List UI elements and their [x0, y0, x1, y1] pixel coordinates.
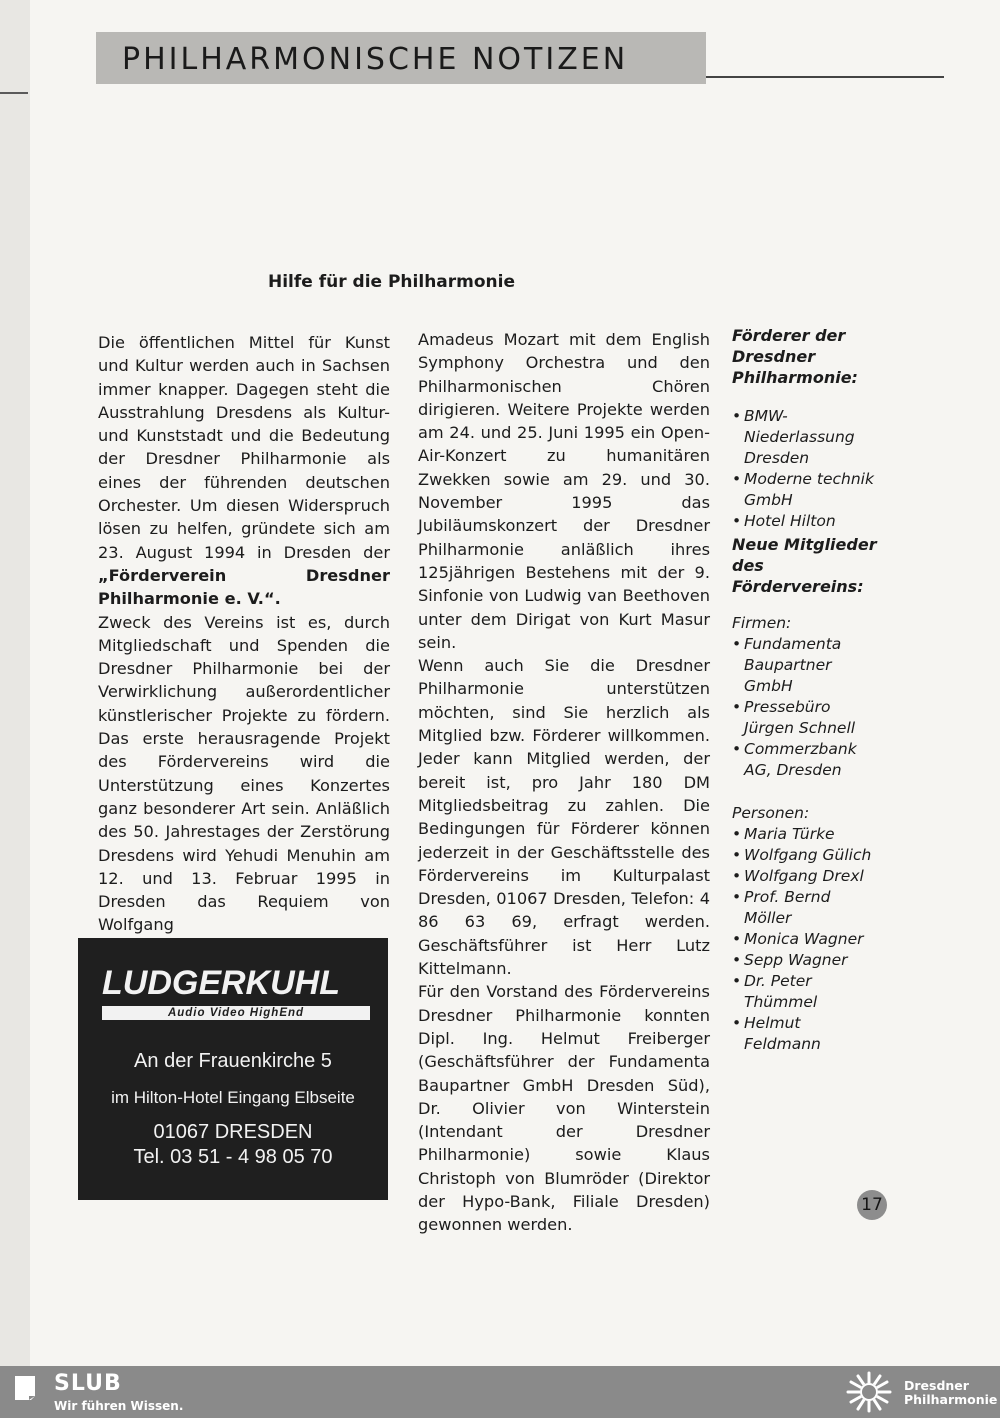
list-item: • Wolfgang Gülich [732, 845, 882, 866]
article-column-1 [98, 331, 390, 937]
page-number: 17 [857, 1190, 887, 1220]
header-rule [706, 76, 944, 78]
ad-tagline: Audio Video HighEnd [102, 1006, 370, 1020]
slub-logo-icon [11, 1374, 37, 1400]
list-item: • Helmut Feldmann [732, 1013, 882, 1055]
list-item: • Prof. Bernd Möller [732, 887, 882, 929]
article-title: Hilfe für die Philharmonie [268, 272, 515, 292]
ad-phone: Tel. 03 51 - 4 98 05 70 [133, 1146, 333, 1168]
ad-brand-logo: LUDGERKUHL [102, 964, 340, 1002]
list-item: • BMW-Niederlassung Dresden [732, 406, 882, 469]
article-text: Die öffentlichen Mittel für Kunst und Kultur werden auch in Sachsen immer knapper. Dagegen steht die Ausstrahlung Dresdens als Kultur- und Kunststadt und die Bedeutung der Dresdner Philharmonie als eines der führenden deutschen Orchester. Um diesen Widerspruch lösen zu helfen, gründete sich am 23. August 1994 in Dresden der [98, 333, 390, 562]
footer-bar [0, 1366, 1000, 1418]
ad-location: im Hilton-Hotel Eingang Elbseite [111, 1088, 355, 1107]
list-item: • Maria Türke [732, 824, 882, 845]
list-item: • Sepp Wagner [732, 950, 882, 971]
list-item: • Commerzbank AG, Dresden [732, 739, 882, 781]
ad-city: 01067 DRESDEN [153, 1121, 313, 1143]
list-item: • Moderne technik GmbH [732, 469, 882, 511]
previous-page-edge [0, 0, 30, 1366]
persons-list [732, 824, 882, 1055]
page-header-title: PHILHARMONISCHE NOTIZEN [122, 42, 629, 77]
list-item: • Monica Wagner [732, 929, 882, 950]
previous-page-rule [0, 92, 28, 94]
article-paragraph: Amadeus Mozart mit dem English Symphony Orchestra und den Philharmonischen Chören dirigieren. Weitere Projekte werden am 24. und 25. Juni 1995 ein Open-Air-Konzert zu humanitären Zwekken sowie am 29. und 30. November 1995 das Jubiläumskonzert der Dresdner Philharmonie anläßlich ihres 125jährigen Bestehens mit der 9. Sinfonie von Ludwig van Beethoven unter dem Dirigat von Kurt Masur sein. [418, 330, 710, 652]
list-item: • Pressebüro Jürgen Schnell [732, 697, 882, 739]
dp-line-2: Philharmonie [904, 1392, 998, 1407]
dresdner-philharmonie-wordmark [904, 1379, 997, 1407]
association-name: „Förderverein Dresdner Philharmonie e. V.“. [98, 565, 390, 609]
sponsors-heading: Förderer der Dresdner Philharmonie: [732, 326, 858, 387]
article-column-2 [418, 328, 710, 1237]
article-paragraph: Für den Vorstand des Fördervereins Dresdner Philharmonie konnten Dipl. Ing. Helmut Freiberger (Geschäftsführer der Fundamenta Baupartner GmbH Dresden Süd), Dr. Olivier von Winterstein (Intendant der Dresdner Philharmonie) sowie Klaus Christoph von Blumröder (Direktor der Hypo-Bank, Filiale Dresden) gewonnen werden. [418, 982, 710, 1235]
sponsors-list [732, 406, 882, 532]
advertisement-ludger-kuhl [78, 938, 388, 1200]
dp-line-1: Dresdner [904, 1378, 969, 1393]
slub-tagline: Wir führen Wissen. [54, 1399, 184, 1413]
sidebar-sponsors [732, 325, 882, 532]
slub-name: SLUB [54, 1371, 122, 1396]
list-item: • Dr. Peter Thümmel [732, 971, 882, 1013]
firms-list [732, 634, 882, 781]
list-item: • Hotel Hilton [732, 511, 882, 532]
list-item: • Wolfgang Drexl [732, 866, 882, 887]
article-paragraph: Wenn auch Sie die Dresdner Philharmonie unterstützen möchten, sind Sie herzlich als Mitglied bzw. Förderer willkommen. Jeder kann Mitglied werden, der bereit ist, pro Jahr 180 DM Mitgliedsbeitrag zu zahlen. Die Bedingungen für Förderer können jederzeit in der Geschäftsstelle des Fördervereins im Kulturpalast Dresden, 01067 Dresden, Telefon: 4 86 63 69, erfragt werden. Geschäftsführer ist Herr Lutz Kittelmann. [418, 656, 710, 979]
dresdner-philharmonie-logo-icon [843, 1370, 895, 1414]
sidebar-members [732, 534, 882, 1055]
article-paragraph [98, 331, 390, 611]
article-paragraph: Zweck des Vereins ist es, durch Mitgliedschaft und Spenden die Dresdner Philharmonie bei der Verwirklichung außerordentlicher künstlerischer Projekte zu fördern. Das erste herausragende Projekt des Fördervereins wird die Unterstützung eines Konzertes ganz besonderer Art sein. Anläßlich des 50. Jahrestages der Zerstörung Dresdens wird Yehudi Menuhin am 12. und 13. Februar 1995 in Dresden das Requiem von Wolfgang [98, 612, 390, 935]
members-heading: Neue Mitglieder des Fördervereins: [732, 535, 877, 596]
persons-label: Personen: [732, 804, 810, 822]
firms-label: Firmen: [732, 614, 792, 632]
ad-address: An der Frauenkirche 5 [134, 1050, 332, 1072]
list-item: • Fundamenta Baupartner GmbH [732, 634, 882, 697]
